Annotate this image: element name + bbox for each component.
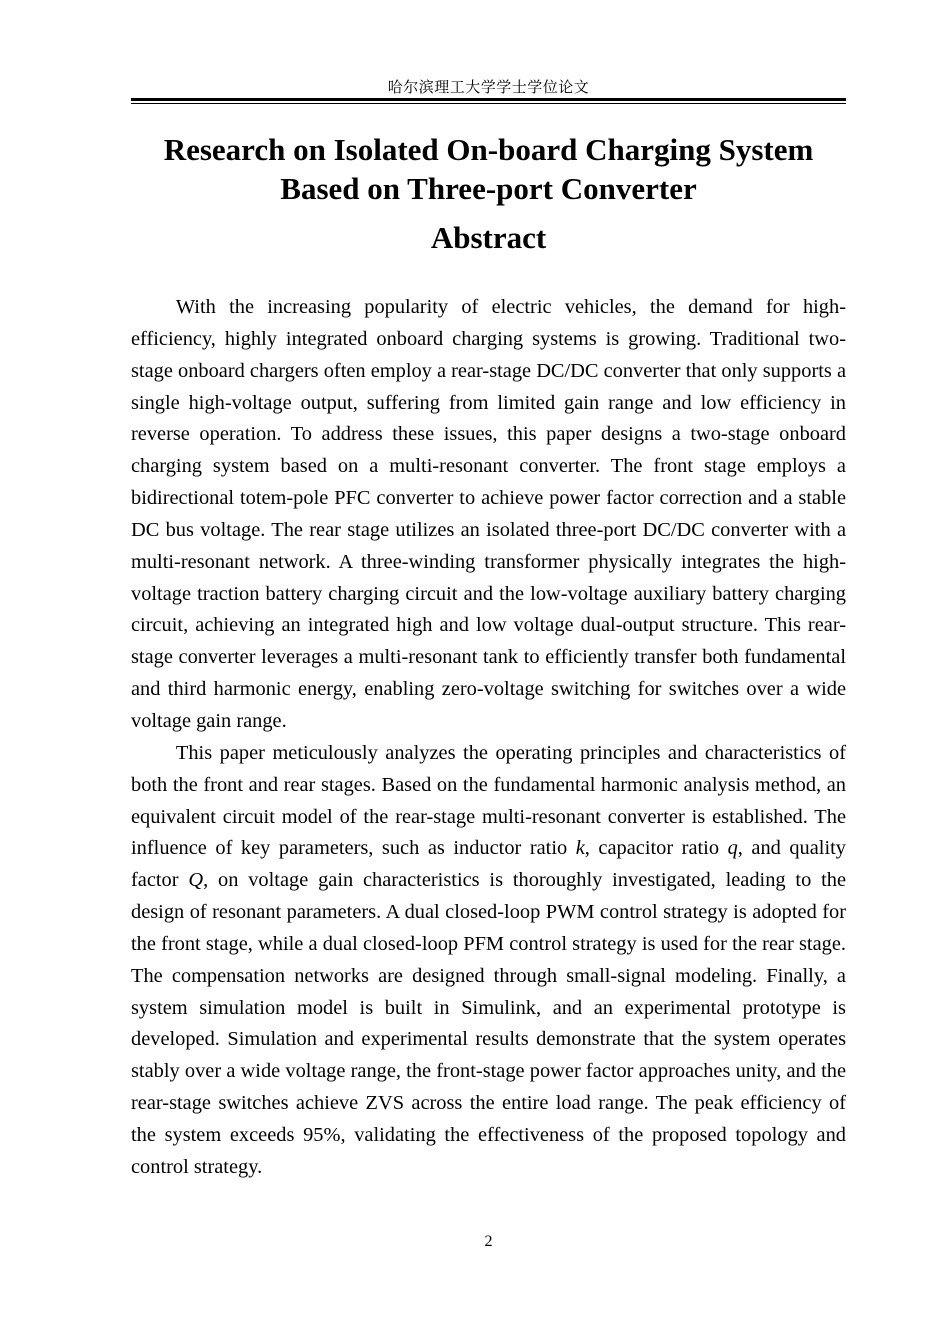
variable-Q: Q [188, 869, 204, 892]
variable-q: q [727, 837, 738, 860]
abstract-paragraph-2 [131, 738, 846, 1184]
abstract-heading: Abstract [430, 220, 547, 255]
paragraph-2-text-c: , and quality factor [131, 837, 846, 892]
header-rule-thin [131, 103, 846, 104]
abstract-body [131, 292, 846, 1184]
header-rule [131, 98, 846, 105]
abstract-paragraph-1: With the increasing popularity of electric vehicles, the demand for high-efficiency, highly integrated onboard charging systems is growing. Traditional two-stage onboard chargers often employ a rear-stage DC/DC converter that only supports a single high-voltage output, suffering from limited gain range and low efficiency in reverse operation. To address these issues, this paper designs a two-stage onboard charging system based on a multi-resonant converter. The front stage employs a bidirectional totem-pole PFC converter to achieve power factor correction and a stable DC bus voltage. The rear stage utilizes an isolated three-port DC/DC converter with a multi-resonant network. A three-winding transformer physically integrates the high-voltage traction battery charging circuit and the low-voltage auxiliary battery charging circuit, achieving an integrated high and low voltage dual-output structure. This rear-stage converter leverages a multi-resonant tank to efficiently transfer both fundamental and third harmonic energy, enabling zero-voltage switching for switches over a wide voltage gain range. [131, 296, 846, 732]
paragraph-2-text-b: , capacitor ratio [584, 837, 728, 860]
header-rule-thick [131, 98, 846, 101]
running-header: 哈尔滨理工大学学士学位论文 [387, 80, 590, 96]
page-number: 2 [484, 1233, 493, 1250]
paragraph-2-text-d: , on voltage gain characteristics is thoroughly investigated, leading to the design of resonant parameters. A dual closed-loop PWM control strategy is adopted for the front stage, while a dual closed-loop PFM control strategy is used for the rear stage. The compensation networks are designed through small-signal modeling. Finally, a system simulation model is built in Simulink, and an experimental prototype is developed. Simulation and experimental results demonstrate that the system operates stably over a wide voltage range, the front-stage power factor approaches unity, and the rear-stage switches achieve ZVS across the entire load range. The peak efficiency of the system exceeds 95%, validating the effectiveness of the proposed topology and control strategy. [131, 869, 847, 1178]
thesis-title-line-2: Based on Three-port Converter [280, 171, 697, 206]
thesis-title [131, 130, 846, 208]
thesis-title-line-1: Research on Isolated On-board Charging System [163, 132, 814, 167]
paragraph-2-text-a: This paper meticulously analyzes the operating principles and characteristics of both the front and rear stages. Based on the fundamental harmonic analysis method, an equivalent circuit model of the rear-stage multi-resonant converter is established. The influence of key parameters, such as inductor ratio [131, 741, 846, 860]
variable-k: k [575, 837, 585, 860]
